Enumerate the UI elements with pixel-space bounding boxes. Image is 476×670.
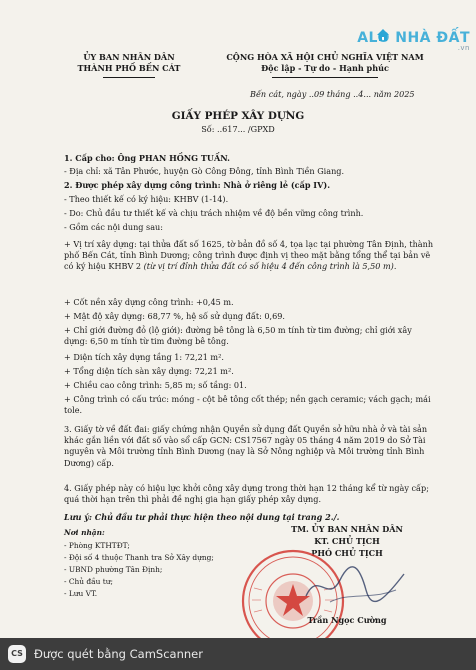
- building-density: + Mật độ xây dựng: 68,77 %, hệ số sử dụng đất: 0,69.: [64, 311, 285, 321]
- recipient-item: - Đội số 4 thuộc Thanh tra Sở Xây dựng;: [64, 553, 214, 562]
- recipient-item: - UBND phường Tân Định;: [64, 565, 163, 574]
- signer-name: Trần Ngọc Cường: [307, 615, 387, 625]
- document-title: GIẤY PHÉP XÂY DỰNG: [171, 110, 305, 122]
- total-floor-area: + Tổng diện tích sàn xây dựng: 72,21 m².: [64, 366, 234, 376]
- content-intro: - Gồm các nội dung sau:: [64, 222, 163, 232]
- camscanner-text: Được quét bằng CamScanner: [34, 647, 203, 661]
- design-code: - Theo thiết kế có ký hiệu: KHBV (1-14).: [64, 194, 229, 204]
- watermark-logo: [357, 30, 470, 52]
- camscanner-footer: [0, 638, 476, 670]
- motto-underline: [272, 77, 378, 78]
- foundation-level: + Cốt nền xây dựng công trình: +0,45 m.: [64, 297, 234, 307]
- watermark-domain: .vn: [457, 44, 470, 52]
- construction-location: [64, 239, 436, 273]
- section-4-validity: 4. Giấy phép này có hiệu lực khởi công xây dựng trong thời hạn 12 tháng kể từ ngày cấp; quá thời hạn trên thì phải đề nghị gia hạn giấy phép xây dựng.: [64, 483, 429, 505]
- section-2-construction: 2. Được phép xây dựng công trình: Nhà ở riêng lẻ (cấp IV).: [64, 180, 331, 190]
- structure-description: + Công trình có cấu trúc: móng - cột bê tông cốt thép; nền gạch ceramic; vách gạch; mái tole.: [64, 394, 431, 416]
- national-motto: Độc lập - Tự do - Hạnh phúc: [261, 63, 389, 73]
- recipients-title: Nơi nhận:: [64, 528, 105, 537]
- agency-underline: [103, 77, 155, 78]
- recipient-item: - Chủ đầu tư;: [64, 577, 113, 586]
- location-text: + Vị trí xây dựng: tại thửa đất số 1625, tờ bản đồ số 4, tọa lạc tại phường Tân Định, thành phố Bến Cát, tỉnh Bình Dương; công trình được định vị theo mặt bằng tổng thể tại bản vẽ có ký hiệu KHBV 2: [64, 239, 434, 272]
- agency-name: ỦY BAN NHÂN DÂN: [83, 52, 175, 62]
- recipient-address: - Địa chỉ: xã Tân Phước, huyện Gò Công Đông, tỉnh Bình Tiền Giang.: [64, 166, 345, 176]
- recipient-item: - Lưu VT.: [64, 589, 98, 598]
- section-3-land-documents: 3. Giấy tờ về đất đai: giấy chứng nhận Quyền sử dụng đất Quyền sở hữu nhà ở và tài sản khác gắn liền với đất số vào sổ cấp GCN: CS17567 ngày 05 tháng 4 năm 2019 do Sở Tài nguyên và Môi trường tỉnh Bình Dương (nay là Sở Nông nghiệp và Môi trường tỉnh Bình Dương) cấp.: [64, 424, 428, 468]
- issue-date: Bến cát, ngày ..09 tháng ..4... năm 2025: [250, 89, 415, 99]
- signature-title: PHÓ CHỦ TỊCH: [311, 548, 383, 558]
- handwritten-signature: [300, 560, 410, 610]
- nation-name: CỘNG HÒA XÃ HỘI CHỦ NGHĨA VIỆT NAM: [226, 52, 424, 62]
- ground-floor-area: + Diện tích xây dựng tầng 1: 72,21 m².: [64, 352, 224, 362]
- camscanner-logo-icon: CS: [8, 645, 26, 663]
- design-owner: - Do: Chủ đầu tư thiết kế và chịu trách nhiệm về độ bền vững công trình.: [64, 208, 364, 218]
- note-line: Lưu ý: Chủ đầu tư phải thực hiện theo nội dung tại trang 2./.: [64, 512, 340, 522]
- permit-number: Số: ..617... /GPXD: [201, 124, 275, 134]
- section-1-recipient: 1. Cấp cho: Ông PHAN HỒNG TUẤN.: [64, 153, 230, 163]
- setback-lines: + Chỉ giới đường đỏ (lộ giới): đường bê tông là 6,50 m tính từ tim đường; chỉ giới xây dựng: 6,50 m tính từ tim đường bê tông.: [64, 325, 412, 347]
- signature-org: TM. ỦY BAN NHÂN DÂN: [291, 524, 403, 534]
- agency-city: THÀNH PHỐ BẾN CÁT: [77, 63, 181, 73]
- recipient-item: - Phòng KTHTĐT;: [64, 541, 130, 550]
- building-height: + Chiều cao công trình: 5,85 m; số tầng: 01.: [64, 380, 247, 390]
- signature-role: KT. CHỦ TỊCH: [314, 536, 380, 546]
- watermark-brand: ALO NHÀ ĐẤT: [357, 30, 470, 46]
- location-note: (từ vị trí đỉnh thửa đất có số hiệu 4 đến công trình là 5,50 m).: [143, 261, 397, 272]
